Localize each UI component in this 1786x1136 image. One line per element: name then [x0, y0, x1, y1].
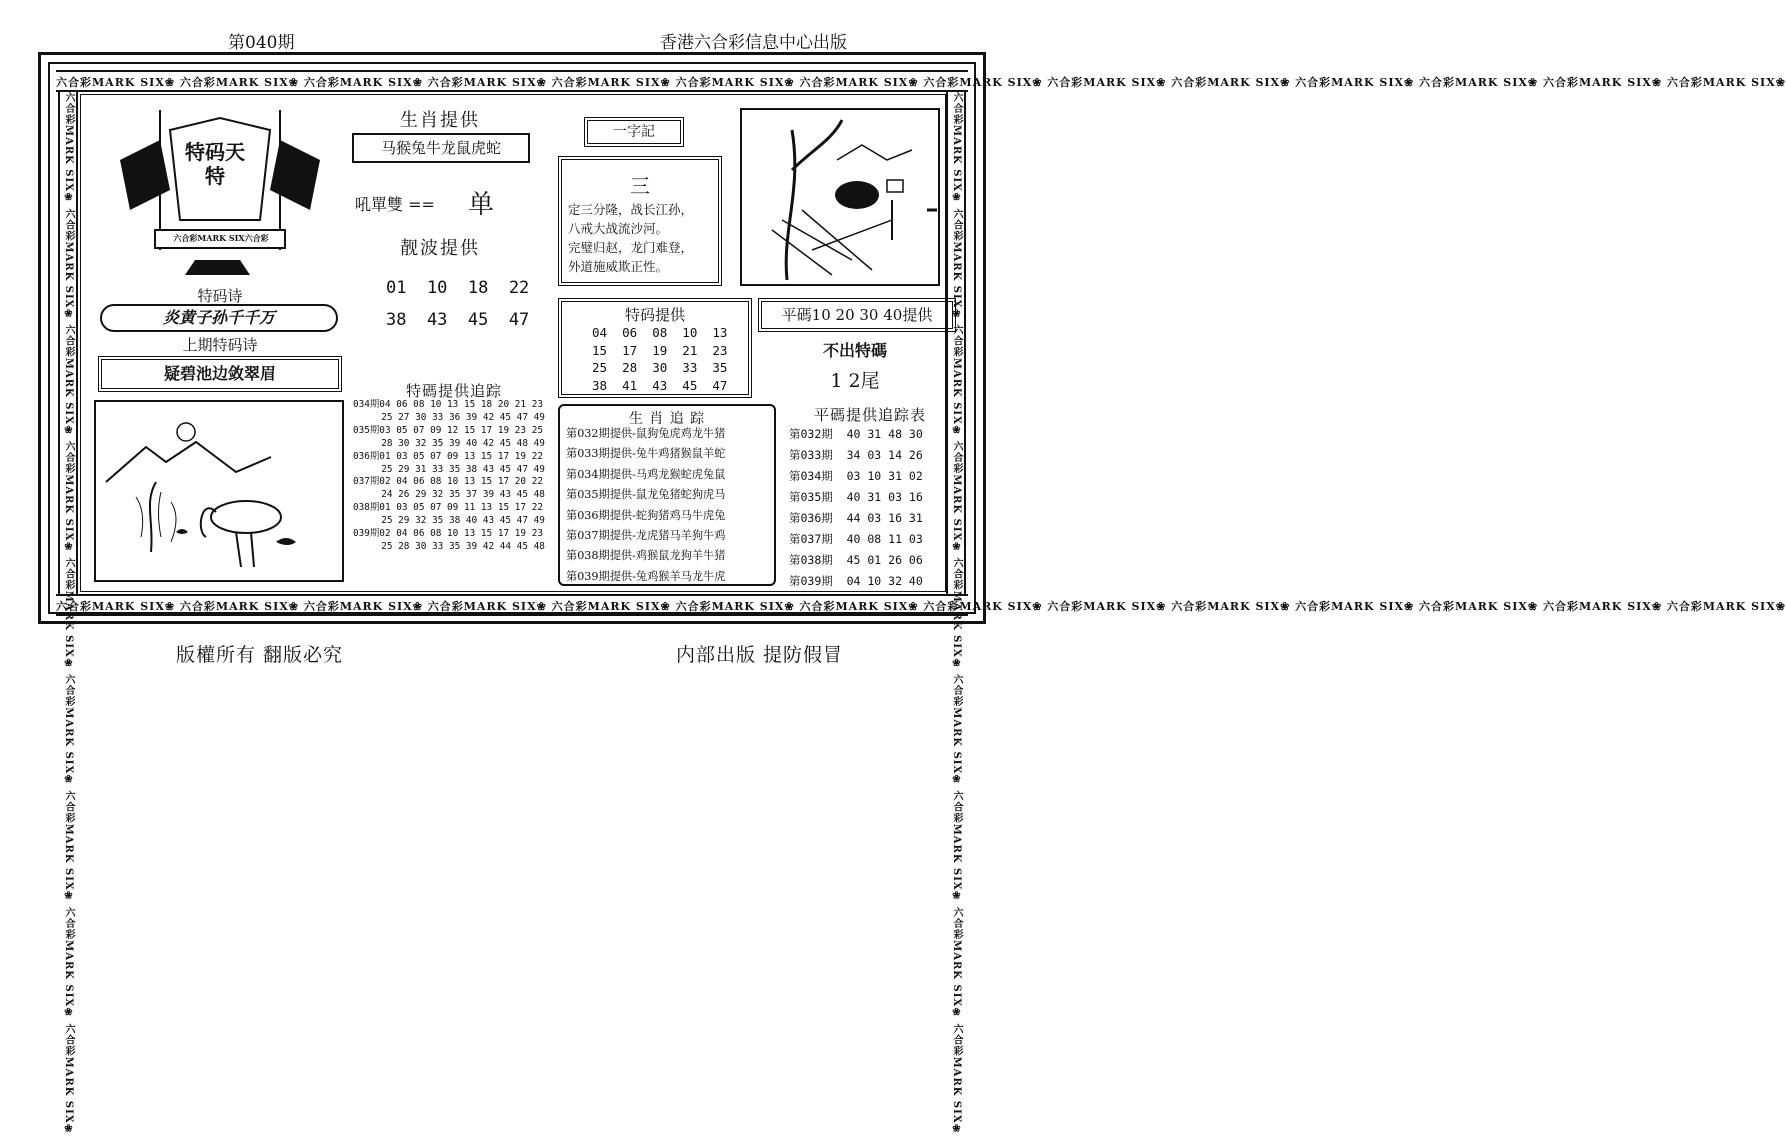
banner-illustration [100, 100, 340, 280]
yizi-char: 三 [630, 174, 650, 198]
tree-illustration-frame [740, 108, 940, 286]
border-band-right: 六合彩MARK SIX❀ 六合彩MARK SIX❀ 六合彩MARK SIX❀ 六合彩MARK SIX❀ 六合彩MARK SIX❀ 六合彩MARK SIX❀ 六合彩MARK SIX❀ 六合彩MARK SIX❀ 六合彩MARK SIX❀ [946, 92, 966, 594]
table-row: 第033期 34 03 14 26 [789, 448, 923, 462]
crane-illustration [96, 402, 342, 580]
te-ma-poem-label: 特码诗 [197, 287, 243, 305]
shengxiao-track-box [558, 404, 776, 586]
te-ma-provide-title: 特码提供 [624, 306, 685, 324]
te-ma-track-title: 特碼提供追踪 [405, 382, 502, 400]
table-row: 第039期 04 10 32 40 [789, 574, 923, 588]
table-row: 第034期提供-马鸡龙猴蛇虎兔鼠 [566, 467, 726, 481]
banner-characters: 特码天特 [185, 140, 245, 188]
table-row: 25 29 32 35 38 40 43 45 47 49 [353, 515, 545, 527]
table-row: 036期01 03 05 07 09 13 15 17 19 22 [353, 450, 543, 462]
shengxiao-provide-value: 马猴兔牛龙鼠虎蛇 [352, 133, 530, 163]
table-row: 25 29 31 33 35 38 43 45 47 49 [353, 463, 545, 475]
table-row: 外道施威欺正性。 [568, 259, 669, 274]
te-ma-provide-box [558, 298, 752, 398]
table-row: 第037期 40 08 11 03 [789, 532, 923, 546]
ping-ma-provide: 平碼10 20 30 40提供 [758, 298, 956, 332]
table-row: 第036期 44 03 16 31 [789, 511, 923, 525]
last-poem-label: 上期特码诗 [182, 336, 258, 354]
table-row: 039期02 04 06 08 10 13 15 17 19 23 [353, 528, 543, 540]
table-row: 035期03 05 07 09 12 15 17 19 23 25 [353, 424, 543, 436]
odd-even-value: 单 [468, 190, 495, 220]
last-poem: 疑碧池边敛翠眉 [98, 356, 342, 392]
color-wave-row2: 38 43 45 47 [386, 310, 530, 330]
shengxiao-track-table [566, 424, 770, 587]
table-row: 24 26 29 32 35 37 39 43 45 48 [353, 489, 545, 501]
yizi-box [558, 156, 722, 286]
table-row: 25 27 30 33 36 39 42 45 47 49 [353, 411, 545, 423]
te-ma-track-table [353, 399, 545, 554]
table-row: 完璧归赵，龙门难登， [568, 240, 694, 255]
copyright-notice: 版權所有 翻版必究 [176, 644, 344, 666]
table-row: 15 17 19 21 23 [592, 342, 728, 358]
odd-even-label: 吼單雙 == [355, 195, 435, 214]
ping-ma-track-title: 平碼提供追踪表 [813, 406, 926, 424]
table-row: 八戒大战流沙河。 [568, 221, 669, 236]
color-wave-title: 靓波提供 [400, 238, 480, 259]
tree-illustration [742, 110, 938, 284]
color-wave-row1: 01 10 18 22 [386, 278, 530, 298]
table-row: 定三分隆，战长江孙， [568, 202, 694, 217]
te-ma-poem: 炎黄子孙千千万 [100, 304, 338, 332]
table-row: 第035期提供-鼠龙兔猪蛇狗虎马 [566, 488, 726, 502]
border-band-top: 六合彩MARK SIX❀ 六合彩MARK SIX❀ 六合彩MARK SIX❀ 六合彩MARK SIX❀ 六合彩MARK SIX❀ 六合彩MARK SIX❀ 六合彩MARK SIX❀ 六合彩MARK SIX❀ 六合彩MARK SIX❀ 六合彩MARK SIX❀ 六合彩MARK SIX❀ 六合彩MARK SIX❀ 六合彩MARK SIX❀ 六合彩MARK SIX❀ [56, 70, 968, 92]
table-row: 38 41 43 45 47 [592, 377, 728, 393]
table-row: 25 28 30 33 35 [592, 360, 728, 375]
table-row: 034期04 06 08 10 13 15 18 20 21 23 [353, 399, 543, 410]
yizi-title: 一字記 [584, 117, 684, 147]
banner-ribbon: 六合彩MARK SIX六合彩 [173, 233, 269, 243]
te-ma-provide-table [592, 324, 727, 394]
table-row: 第039期提供-兔鸡猴羊马龙牛虎 [566, 569, 726, 583]
ping-ma-track-table [789, 424, 923, 592]
table-row: 第038期提供-鸡猴鼠龙狗羊牛猪 [566, 549, 726, 563]
border-band-bottom: 六合彩MARK SIX❀ 六合彩MARK SIX❀ 六合彩MARK SIX❀ 六合彩MARK SIX❀ 六合彩MARK SIX❀ 六合彩MARK SIX❀ 六合彩MARK SIX❀ 六合彩MARK SIX❀ 六合彩MARK SIX❀ 六合彩MARK SIX❀ 六合彩MARK SIX❀ 六合彩MARK SIX❀ 六合彩MARK SIX❀ 六合彩MARK SIX❀ [56, 594, 968, 616]
table-row: 第033期提供-兔牛鸡猪猴鼠羊蛇 [566, 447, 726, 461]
publisher: 香港六合彩信息中心出版 [660, 33, 847, 53]
shengxiao-track-title: 生 肖 追 踪 [628, 411, 706, 427]
table-row: 038期01 03 05 07 09 11 13 15 17 22 [353, 502, 543, 514]
table-row: 28 30 32 35 39 40 42 45 48 49 [353, 437, 545, 449]
table-row: 04 06 08 10 13 [592, 325, 728, 340]
table-row: 第036期提供-蛇狗猪鸡马牛虎兔 [566, 508, 726, 522]
yizi-poem [568, 200, 693, 276]
table-row: 第037期提供-龙虎猪马羊狗牛鸡 [566, 529, 726, 543]
table-row: 第035期 40 31 03 16 [789, 490, 923, 504]
crane-illustration-frame [94, 400, 344, 582]
shengxiao-provide-title: 生肖提供 [400, 110, 480, 131]
issue-number: 第040期 [228, 33, 295, 53]
no-special-title: 不出特碼 [822, 341, 887, 360]
table-row: 037期02 04 06 08 10 13 15 17 20 22 [353, 476, 543, 488]
table-row: 第038期 45 01 26 06 [789, 553, 923, 567]
table-row: 第034期 03 10 31 02 [789, 469, 923, 483]
table-row: 25 28 30 33 35 39 42 44 45 48 [353, 540, 545, 552]
table-row: 第032期提供-鼠狗兔虎鸡龙牛猪 [566, 427, 726, 440]
border-band-left: 六合彩MARK SIX❀ 六合彩MARK SIX❀ 六合彩MARK SIX❀ 六合彩MARK SIX❀ 六合彩MARK SIX❀ 六合彩MARK SIX❀ 六合彩MARK SIX❀ 六合彩MARK SIX❀ 六合彩MARK SIX❀ [58, 92, 78, 594]
table-row: 第032期 40 31 48 30 [789, 427, 923, 441]
no-special-value: 1 2尾 [830, 370, 880, 392]
internal-notice: 内部出版 提防假冒 [676, 644, 844, 666]
